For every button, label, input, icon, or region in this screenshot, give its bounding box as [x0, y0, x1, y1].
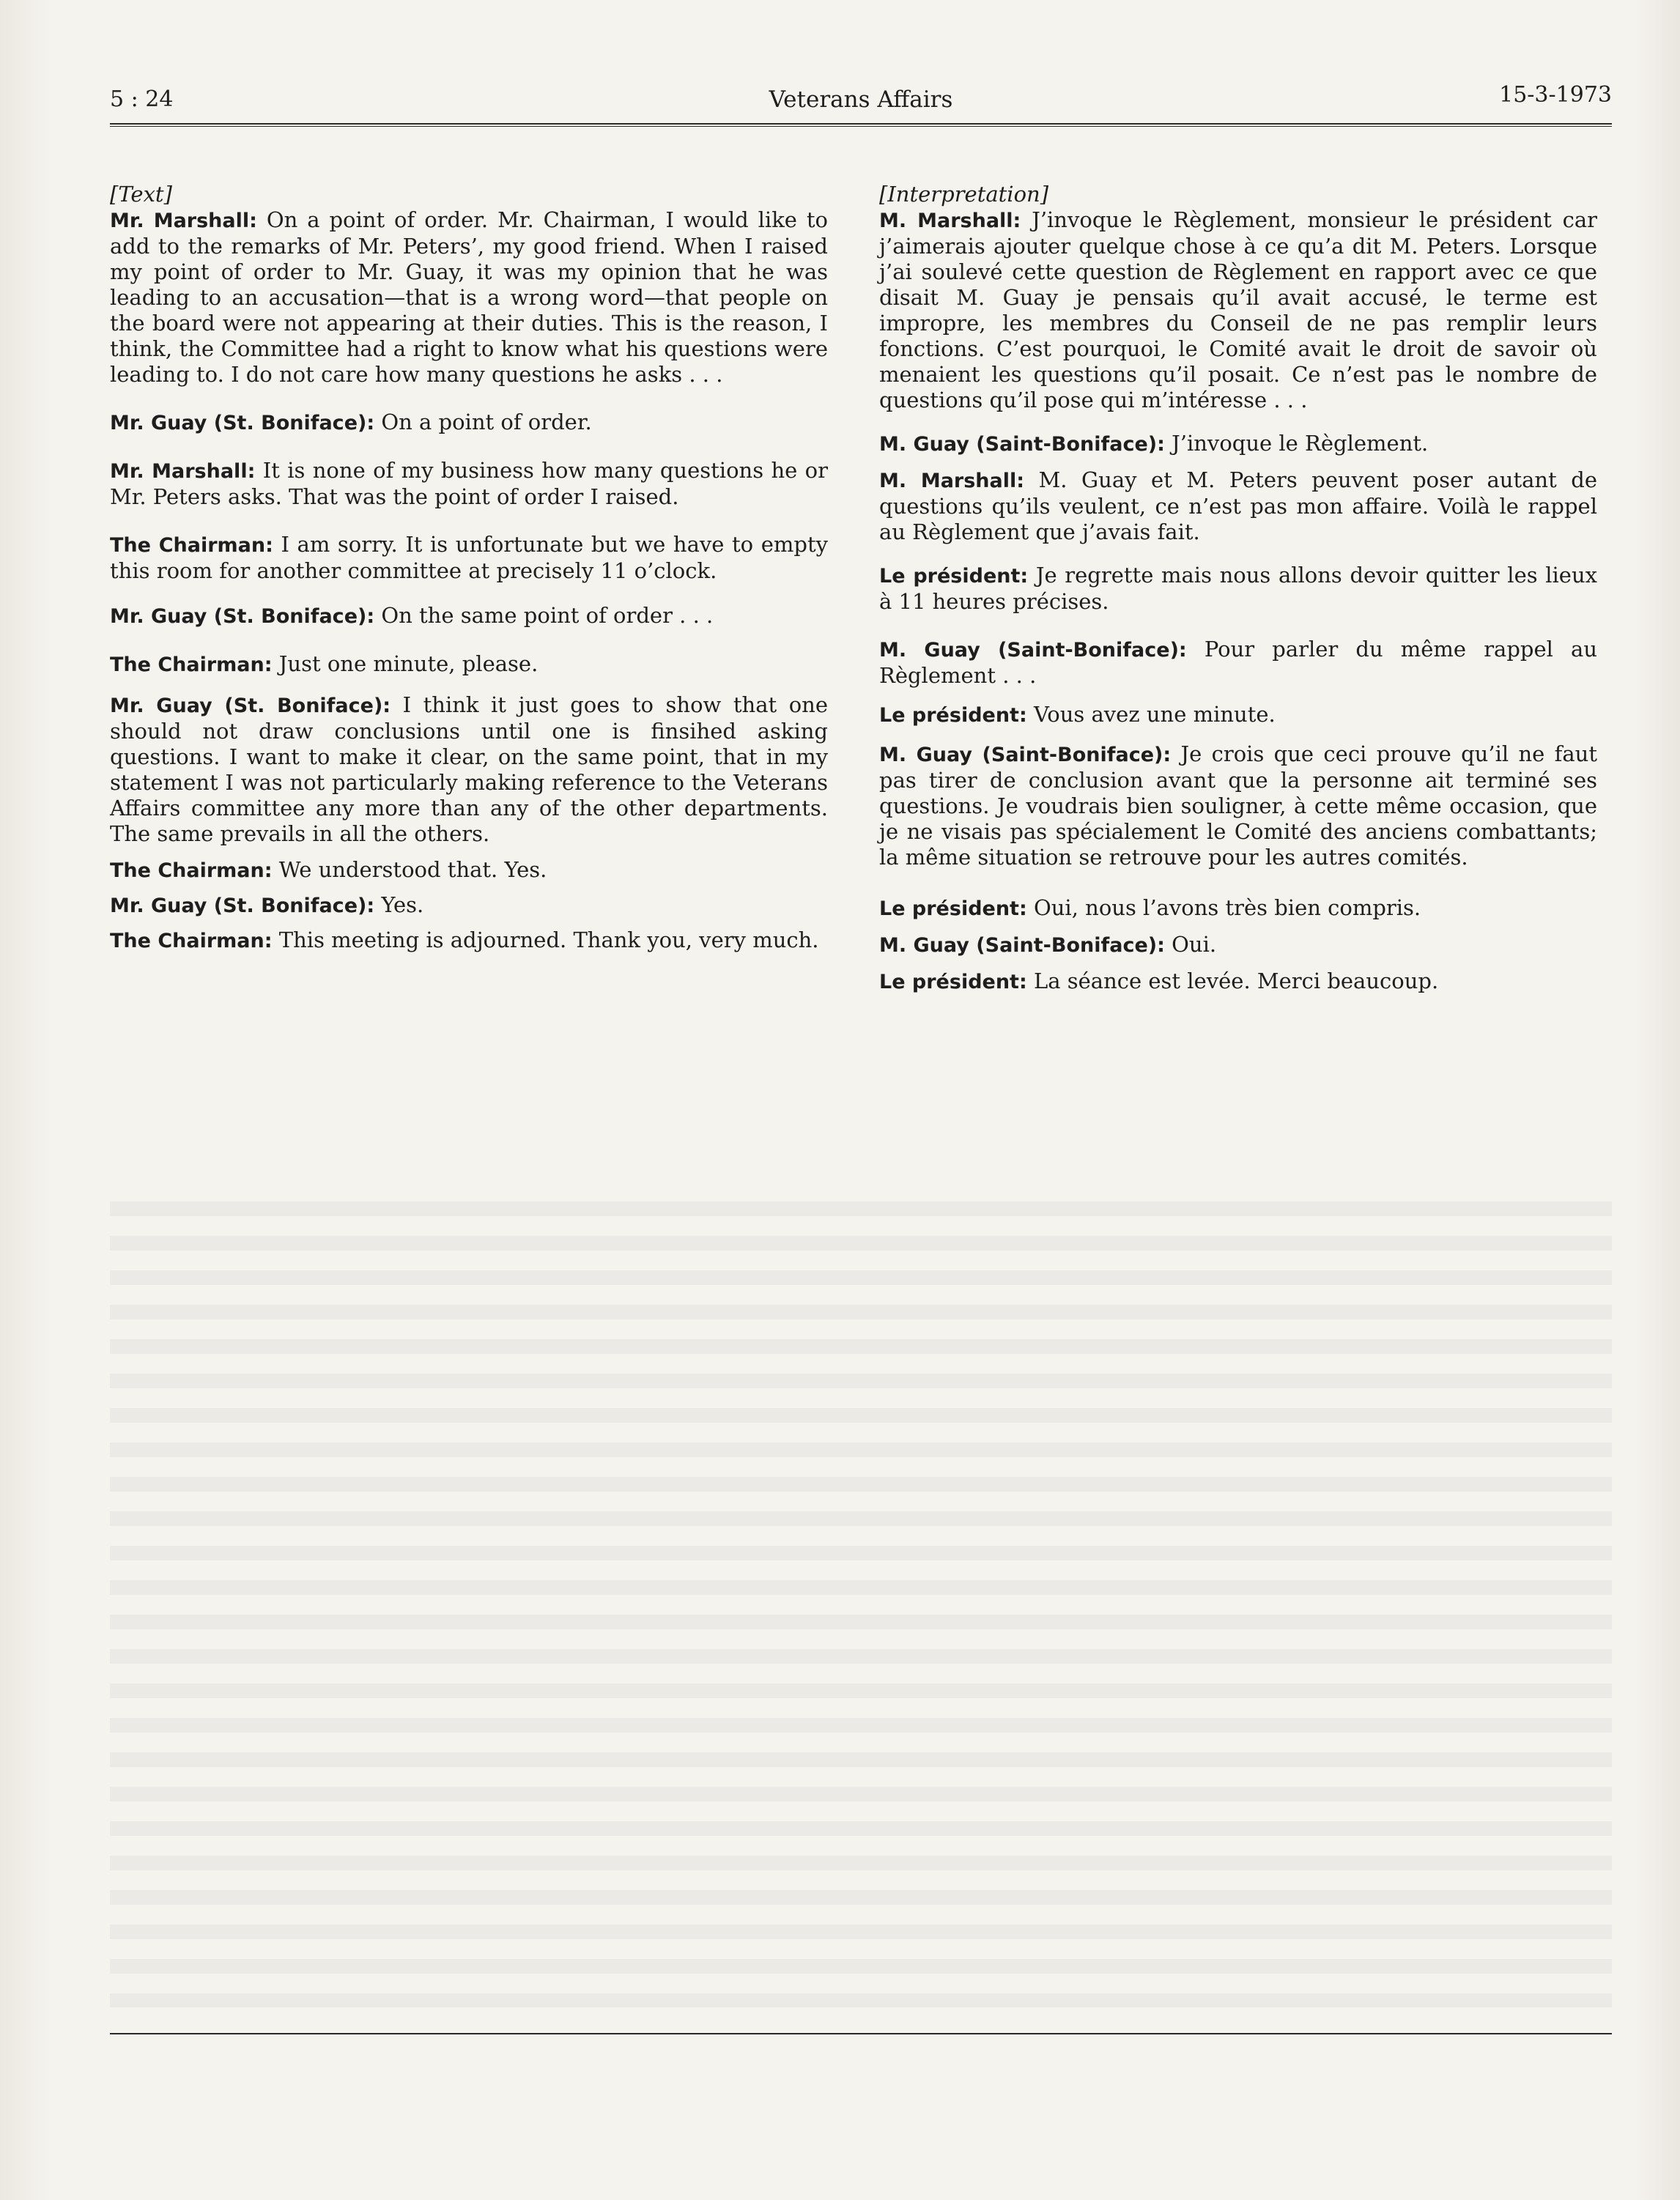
- speech-paragraph: [879, 741, 1597, 870]
- speaker-name: M. Guay (Saint-Boniface):: [879, 639, 1187, 662]
- speech-text: Je regrette mais nous allons devoir quitter les lieux à 11 heures précises.: [879, 563, 1597, 614]
- speech-paragraph: [110, 927, 828, 954]
- speech-paragraph: [110, 692, 828, 847]
- speech-text: On a point of order.: [374, 410, 592, 434]
- speech-paragraph: [879, 431, 1597, 457]
- speaker-name: M. Marshall:: [879, 210, 1021, 232]
- speech-paragraph: [879, 207, 1597, 413]
- speaker-name: Le président:: [879, 704, 1027, 727]
- speech-paragraph: [879, 932, 1597, 958]
- speaker-name: Mr. Guay (St. Boniface):: [110, 895, 375, 917]
- page-date: 15-3-1973: [1499, 82, 1612, 108]
- speech-paragraph: [110, 532, 828, 584]
- speech-text: Pour parler du même rappel au Règlement . . .: [879, 637, 1597, 688]
- speech-text: It is none of my business how many questions he or Mr. Peters asks. That was the point of order I raised.: [110, 458, 828, 509]
- footer-rule: [110, 2033, 1612, 2034]
- speaker-name: M. Marshall:: [879, 470, 1025, 492]
- running-title: Veterans Affairs: [769, 86, 953, 113]
- speaker-name: Mr. Marshall:: [110, 210, 257, 232]
- speech-paragraph: [879, 968, 1597, 995]
- speech-text: On a point of order. Mr. Chairman, I would like to add to the remarks of Mr. Peters’, my good friend. When I raised my point of order to Mr. Guay, it was my opinion that he was leading to an accusation—that is a wrong word—that people on the board were not appearing at their duties. This is the reason, I think, the Committee had a right to know what his questions were leading to. I do not care how many questions he asks . . .: [110, 207, 828, 387]
- speaker-name: Mr. Guay (St. Boniface):: [110, 412, 375, 434]
- speaker-name: M. Guay (Saint-Boniface):: [879, 744, 1172, 766]
- speech-paragraph: [879, 467, 1597, 545]
- speaker-name: Le président:: [879, 897, 1027, 920]
- speech-text: Just one minute, please.: [272, 651, 539, 676]
- speaker-name: The Chairman:: [110, 534, 273, 557]
- english-column: [110, 182, 828, 954]
- show-through-text: [110, 1201, 1612, 2007]
- speech-paragraph: [879, 895, 1597, 922]
- speaker-name: The Chairman:: [110, 653, 273, 676]
- speech-paragraph: [110, 410, 828, 436]
- speech-paragraph: [110, 857, 828, 884]
- speech-text: I am sorry. It is unfortunate but we have to empty this room for another committee at precisely 11 o’clock.: [110, 532, 828, 583]
- speaker-name: Mr. Guay (St. Boniface):: [110, 605, 375, 628]
- speech-paragraph: [110, 603, 828, 629]
- speech-text: Je crois que ceci prouve qu’il ne faut pas tirer de conclusion avant que la personne ait terminé ses questions. Je voudrais bien souligner, à cette même occasion, que je ne visais pas spécialement le Comité des anciens combattants; la même situation se retrouve pour les autres comités.: [879, 741, 1597, 870]
- speech-paragraph: [110, 892, 828, 919]
- speech-text: Yes.: [374, 892, 424, 917]
- language-tag-interpretation: [Interpretation]: [879, 182, 1049, 207]
- french-column: [879, 182, 1597, 995]
- speech-text: We understood that. Yes.: [272, 857, 547, 882]
- speaker-name: The Chairman:: [110, 859, 273, 882]
- speech-text: La séance est levée. Merci beaucoup.: [1026, 968, 1439, 993]
- page-header: [110, 82, 1612, 123]
- speech-paragraph: [879, 563, 1597, 615]
- speech-paragraph: [879, 702, 1597, 728]
- speech-text: J’invoque le Règlement.: [1164, 431, 1429, 456]
- speech-text: Vous avez une minute.: [1026, 702, 1276, 727]
- speaker-name: M. Guay (Saint-Boniface):: [879, 934, 1165, 957]
- speech-text: On the same point of order . . .: [374, 603, 714, 628]
- speaker-name: Le président:: [879, 971, 1027, 993]
- speech-paragraph: [110, 458, 828, 510]
- speech-text: J’invoque le Règlement, monsieur le président car j’aimerais ajouter quelque chose à ce qu’a dit M. Peters. Lorsque j’ai soulevé cette question de Règlement en rapport avec ce que disait M. Guay je pensais qu’il avait accusé, le terme est impropre, les membres du Conseil de ne pas remplir leurs fonctions. C’est pourquoi, le Comité avait le droit de savoir où menaient les questions qu’il posait. Ce n’est pas le nombre de questions qu’il pose qui m’intéresse . . .: [879, 207, 1597, 412]
- header-rule: [110, 123, 1612, 125]
- speaker-name: Le président:: [879, 565, 1029, 588]
- speech-paragraph: [110, 651, 828, 678]
- speech-text: This meeting is adjourned. Thank you, very much.: [272, 927, 819, 952]
- speech-text: M. Guay et M. Peters peuvent poser autant de questions qu’ils veulent, ce n’est pas mon affaire. Voilà le rappel au Règlement que j’avais fait.: [879, 467, 1598, 544]
- speech-text: I think it just goes to show that one should not draw conclusions until one is finsihed asking questions. I want to make it clear, on the same point, that in my statement I was not particularly making reference to the Veterans Affairs committee any more than any of the other departments. The same prevails in all the others.: [110, 692, 828, 846]
- speaker-name: M. Guay (Saint-Boniface):: [879, 433, 1165, 456]
- speech-paragraph: [879, 637, 1597, 689]
- speaker-name: Mr. Marshall:: [110, 460, 256, 483]
- language-tag-text: [Text]: [110, 182, 172, 207]
- header-rule-thin: [110, 126, 1612, 127]
- speech-paragraph: [110, 207, 828, 388]
- speech-text: Oui.: [1164, 932, 1217, 957]
- speech-text: Oui, nous l’avons très bien compris.: [1026, 895, 1421, 920]
- speaker-name: The Chairman:: [110, 930, 273, 952]
- page-number: 5 : 24: [110, 86, 174, 112]
- speaker-name: Mr. Guay (St. Boniface):: [110, 695, 391, 717]
